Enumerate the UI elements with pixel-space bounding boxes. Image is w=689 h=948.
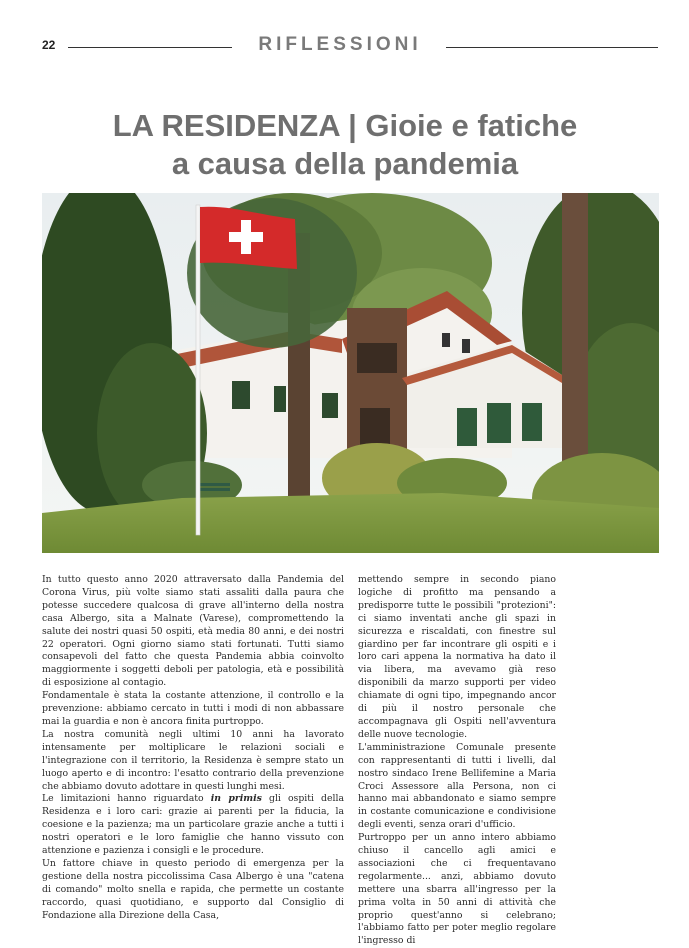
paragraph: In tutto questo anno 2020 attraversato dalla Pandemia del Corona Virus, più volte siamo stati assaliti dalla paura che potesse succedere qualcosa di grave all'interno della nostra casa Albergo, sita a Malnate (Varese), compromettendo la salute dei nostri quasi 50 ospiti, età media 80 anni, e dei nostri 22 operatori. Ogni giorno siamo stati fortunati. Tutti siamo consapevoli del fatto che questa Pandemia abbia coinvolto maggiormente i soggetti deboli per patologia, età e possibilità di esposizione al contagio. <box>42 574 344 689</box>
article-column-left <box>42 574 344 922</box>
paragraph: mettendo sempre in secondo piano logiche di profitto ma pensando a predisporre tutte le possibili "protezioni": ci siamo inventati anche gli spazi in sicurezza e riscaldati, con finestre sul giardino per far incontrare gli ospiti e i loro cari appena la normativa ha dato il via libera, ma avevamo già reso disponibili da marzo supporti per video chiamate di ogni tipo, impegnando ancor di più il nostro personale che accompagnava gli Ospiti nell'avventura delle nuove tecnologie. <box>358 574 556 740</box>
paragraph-text: Le limitazioni hanno riguardato <box>42 793 211 805</box>
section-title: RIFLESSIONI <box>258 34 422 55</box>
article-body <box>42 574 659 947</box>
paragraph: Fondamentale è stata la costante attenzione, il controllo e la prevenzione: abbiamo cercato in tutti i modi di non abbassare mai la guardia e non è ancora finita purtroppo. <box>42 690 344 727</box>
paragraph: Un fattore chiave in questo periodo di emergenza per la gestione della nostra piccolissima Casa Albergo è una "catena di comando" molto snella e rapida, che permette un costante raccordo, quasi quotidiano, e supporto dal Consiglio di Fondazione alla Direzione della Casa, <box>42 857 344 921</box>
title-line-1: LA RESIDENZA | Gioie e fatiche <box>112 107 578 143</box>
paragraph: Purtroppo per un anno intero abbiamo chiuso il cancello agli amici e associazioni che ci frequentavano regolarmente... anzi, abbiamo dovuto mettere una sbarra all'ingresso per la prima volta in 50 anni di attività che proprio quest'anno si celebrano; l'abbiamo fatto per poter meglio regolare l'ingresso di <box>358 832 556 947</box>
page-header <box>0 36 689 60</box>
title-line-2: a causa della pandemia <box>171 145 519 181</box>
paragraph: La nostra comunità negli ultimi 10 anni ha lavorato intensamente per moltiplicare le relazioni sociali e l'integrazione con il territorio, la Residenza è sempre stato un luogo aperto e di incontro: l'esatto contrario della prevenzione che abbiamo dovuto adottare in questi lunghi mesi. <box>42 728 344 792</box>
residence-photo <box>42 193 659 553</box>
header-rule-right <box>446 47 658 48</box>
article-title <box>40 107 650 183</box>
page-number: 22 <box>42 38 56 52</box>
header-rule-left <box>68 47 232 48</box>
emphasis-text: in primis <box>210 793 262 805</box>
article-column-right <box>358 574 556 948</box>
paragraph <box>42 793 344 858</box>
paragraph: L'amministrazione Comunale presente con rappresentanti di tutti i livelli, dal nostro sindaco Irene Bellifemine a Maria Croci Assessore alla Persona, non ci hanno mai abbandonato e siamo sempre in costante comunicazione e condivisione degli eventi, senza orari d'ufficio. <box>358 741 556 831</box>
paragraph-text: gli ospiti della Residenza e i loro cari: grazie ai parenti per la fiducia, la coesione e la pazienza; ma un particolare grazie anche a tutti i nostri operatori e le loro famiglie che hanno vissuto con attenzione e pazienza i consigli e le procedure. <box>42 793 344 857</box>
